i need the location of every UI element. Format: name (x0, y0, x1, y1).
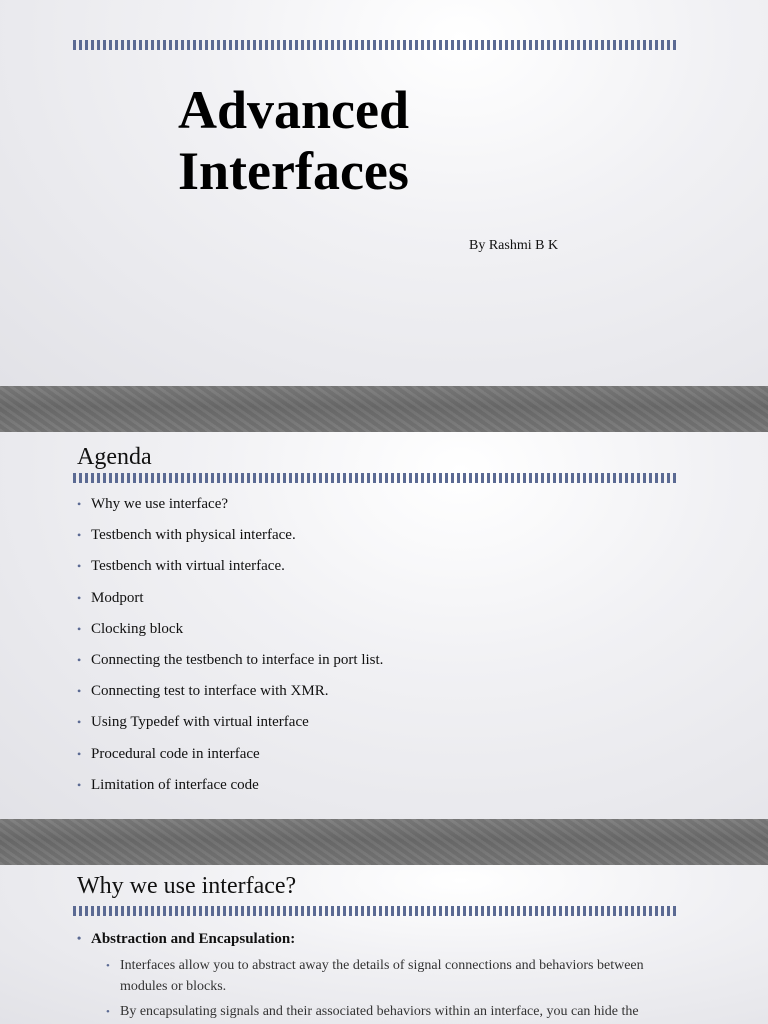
agenda-slide (0, 432, 768, 819)
agenda-list (77, 494, 383, 806)
list-item: • Connecting test to interface with XMR. (77, 683, 329, 700)
decorative-stripe (73, 473, 676, 483)
list-item: • Connecting the testbench to interface in port list. (77, 651, 384, 668)
bullet-icon: • (77, 746, 82, 761)
slide-divider (0, 386, 768, 432)
title-line-1: Advanced (178, 80, 410, 140)
bullet-icon: • (106, 1006, 110, 1018)
content-slide (0, 865, 768, 1024)
bullet-icon: • (77, 621, 82, 636)
sub-bullet: • By encapsulating signals and their associated behaviors within an interface, you can hide the (106, 1002, 660, 1023)
title-line-2: Interfaces (178, 141, 409, 201)
author-line: By Rashmi B K (469, 238, 559, 253)
bullet-icon: • (77, 931, 82, 945)
sub-bullet: • Interfaces allow you to abstract away the details of signal connections and behaviors between modules or blocks. (106, 958, 644, 994)
bullet-icon: • (77, 528, 82, 543)
bullet-icon: • (77, 777, 82, 792)
bullet-icon: • (77, 497, 82, 511)
bullet-heading: • Abstraction and Encapsulation: (77, 931, 296, 947)
list-item: • Testbench with physical interface. (77, 527, 296, 544)
decorative-stripe (73, 906, 676, 916)
slide-divider (0, 819, 768, 865)
list-item: • Why we use interface? (77, 496, 229, 512)
slide-heading: Agenda (77, 444, 152, 470)
slide-heading: Why we use interface? (77, 873, 297, 899)
slide-title (178, 80, 409, 202)
bullet-icon: • (77, 715, 82, 730)
list-item: • Using Typedef with virtual interface (77, 714, 309, 731)
bullet-icon: • (77, 652, 82, 667)
list-item: • Testbench with virtual interface. (77, 558, 285, 575)
list-item: • Procedural code in interface (77, 745, 260, 762)
list-item: • Modport (77, 589, 144, 606)
bullet-icon: • (106, 960, 110, 972)
bullet-icon: • (77, 684, 82, 699)
title-slide (0, 0, 768, 386)
list-item: • Limitation of interface code (77, 776, 259, 793)
bullet-icon: • (77, 559, 82, 574)
list-item: • Clocking block (77, 620, 184, 637)
bullet-icon: • (77, 590, 82, 605)
decorative-stripe (73, 40, 676, 50)
